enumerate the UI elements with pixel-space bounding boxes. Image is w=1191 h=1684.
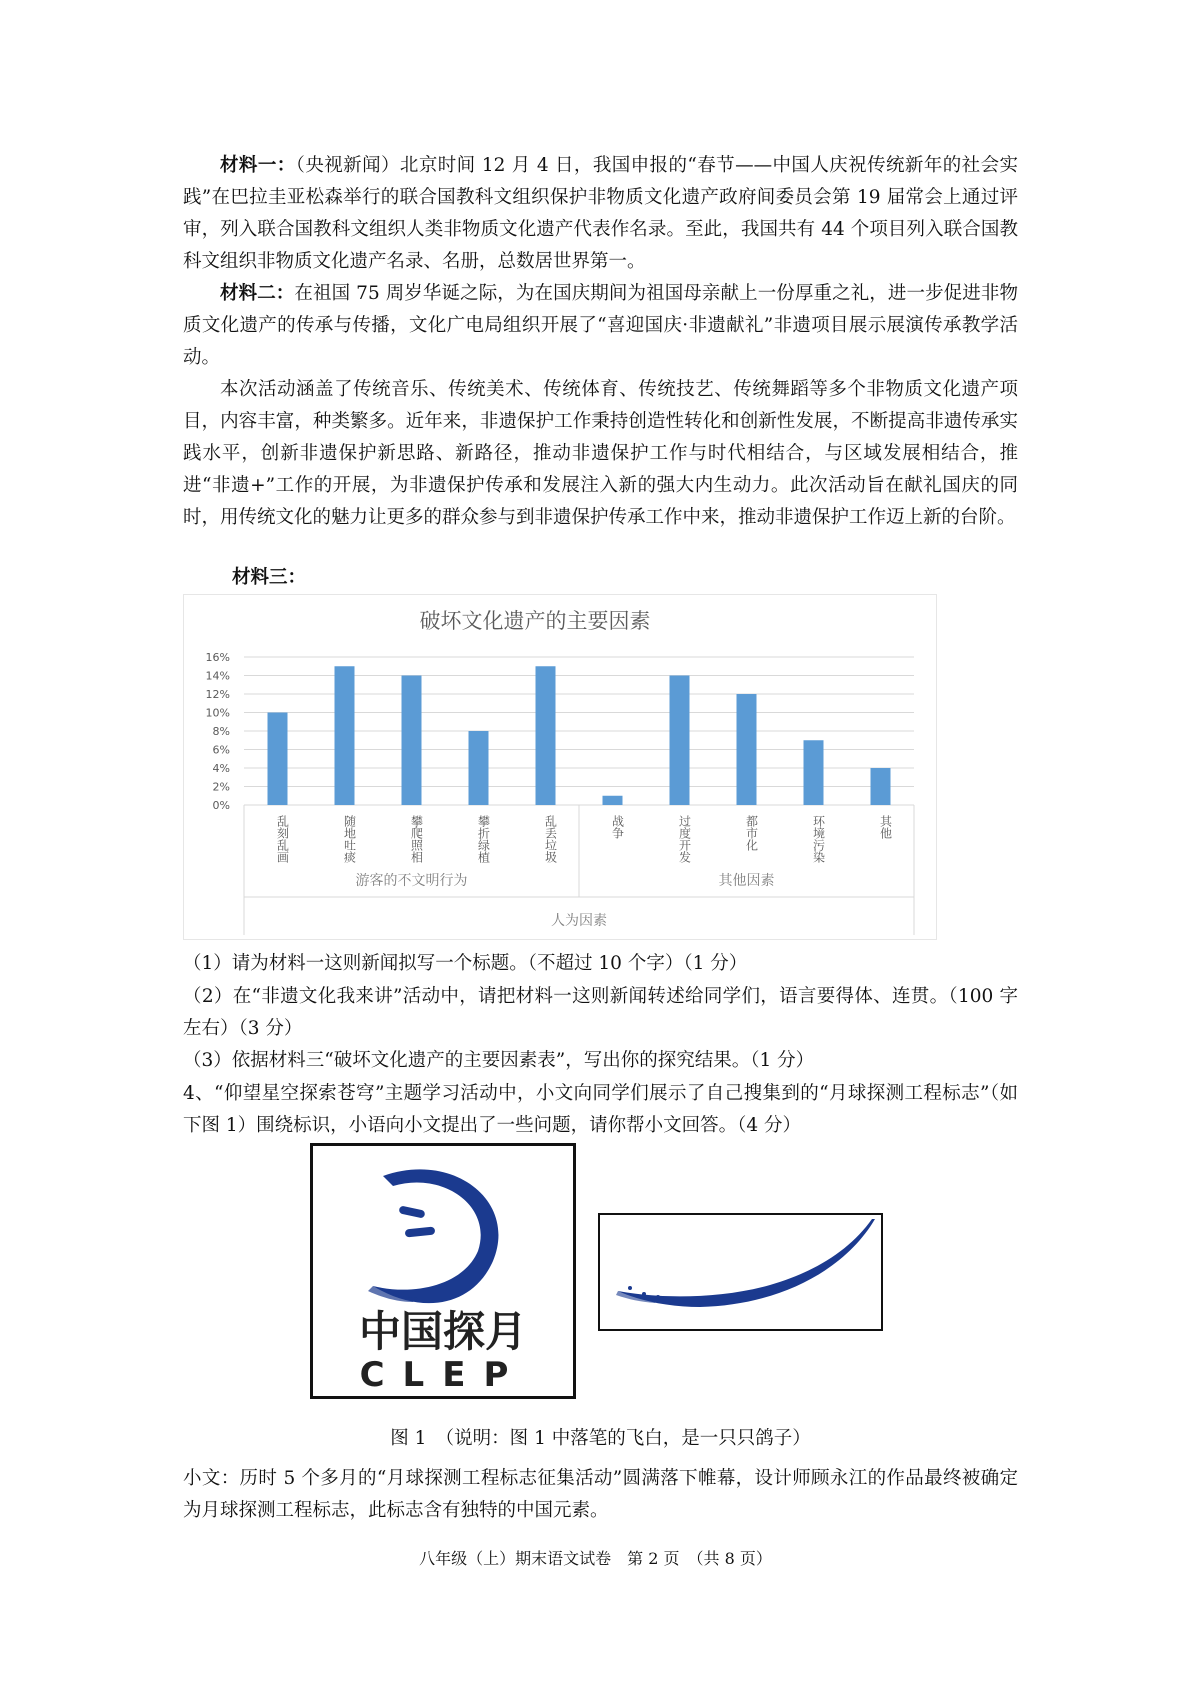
category-label: 都市化 — [744, 815, 759, 851]
y-tick-label: 8% — [212, 725, 230, 738]
material-two-label: 材料二： — [220, 283, 295, 304]
bar-8 — [737, 694, 757, 805]
category-label: 乱刻乱画 — [275, 815, 290, 863]
bar-2 — [335, 666, 355, 805]
category-label: 随地吐痰 — [342, 815, 357, 863]
question-1: （1）请为材料一这则新闻拟写一个标题。（不超过 10 个字）（1 分） — [183, 953, 748, 974]
bar-4 — [469, 731, 489, 805]
crescent-stroke-icon — [373, 1169, 498, 1303]
y-tick-label: 12% — [205, 688, 230, 701]
y-tick-label: 6% — [212, 743, 230, 757]
bar-chart — [183, 594, 937, 940]
inner-stroke-icon — [405, 1226, 436, 1237]
group-label: 游客的不文明行为 — [355, 873, 468, 889]
chart-title: 破坏文化遗产的主要因素 — [419, 609, 651, 633]
y-tick-label: 4% — [212, 762, 230, 775]
dove-icon — [642, 1292, 646, 1296]
material-one-text: （央视新闻）北京时间 12 月 4 日，我国申报的“春节——中国人庆祝传统新年的社会实践”在巴拉圭亚松森举行的联合国教科文组织保护非物质文化遗产政府间委员会第 19 届常会上通过评审，列入联合国教科文组织人类非物质文化遗产代表作名录。至此，我国共有 44 个项目列入联合国教科文组织非物质文化遗产名录、名册，总数居世界第一。 — [183, 155, 1018, 272]
category-label: 环境污染 — [811, 815, 826, 863]
material-three-label-text: 材料三： — [232, 567, 307, 588]
y-tick-label: 16% — [205, 651, 230, 664]
group-label: 其他因素 — [718, 873, 775, 889]
material-two-paragraph-2: 本次活动涵盖了传统音乐、传统美术、传统体育、传统技艺、传统舞蹈等多个非物质文化遗产项目，内容丰富，种类繁多。近年来，非遗保护工作秉持创造性转化和创新性发展，不断提高非遗传承实践水平，创新非遗保护新思路、新路径，推动非遗保护工作与时代相结合，与区域发展相结合，推进“非遗+”工作的开展，为非遗保护传承和发展注入新的强大内生动力。此次活动旨在献礼国庆的同时，用传统文化的魅力让更多的群众参与到非遗保护传承工作中来，推动非遗保护工作迈上新的台阶。 — [183, 379, 1018, 528]
bar-5 — [536, 666, 556, 805]
material-two-paragraph — [183, 278, 1018, 374]
xiaowen-paragraph: 小文：历时 5 个多月的“月球探测工程标志征集活动”圆满落下帷幕，设计师顾永江的作品最终被确定为月球探测工程标志，此标志含有独特的中国元素。 — [183, 1468, 1018, 1521]
dove-icon — [670, 1299, 674, 1303]
bar-6 — [603, 796, 623, 805]
brush-detail-graphic — [600, 1215, 881, 1329]
y-tick-label: 0% — [212, 799, 230, 812]
brush-stroke-icon — [618, 1219, 875, 1307]
bar-1 — [268, 713, 288, 806]
category-label: 攀爬照相 — [409, 815, 424, 863]
category-label: 乱丢垃圾 — [543, 815, 558, 863]
logo-english-text: CLEP — [359, 1355, 527, 1395]
bar-3 — [402, 676, 422, 806]
dove-icon — [628, 1286, 632, 1290]
y-tick-label: 14% — [205, 669, 230, 683]
brush-detail-image — [598, 1213, 883, 1331]
category-label: 其他 — [878, 815, 893, 839]
category-label: 过度开发 — [677, 815, 692, 863]
page-footer: 八年级（上）期末语文试卷 第 2 页 （共 8 页） — [419, 1549, 772, 1568]
question-4: 4、“仰望星空探索苍穹”主题学习活动中，小文向同学们展示了自己搜集到的“月球探测工程标志”（如下图 1）围绕标识，小语向小文提出了一些问题，请你帮小文回答。（4 分） — [183, 1083, 1018, 1136]
material-one-paragraph — [183, 150, 1018, 278]
dove-icon — [656, 1295, 660, 1299]
inner-stroke-icon — [398, 1205, 425, 1218]
question-3: （3）依据材料三“破坏文化遗产的主要因素表”，写出你的探究结果。（1 分） — [183, 1050, 815, 1071]
y-tick-label: 10% — [205, 706, 230, 720]
bar-chart-svg — [184, 595, 936, 939]
logo-chinese-text: 中国探月 — [358, 1307, 528, 1356]
category-label: 攀折绿植 — [476, 815, 491, 863]
category-label: 战争 — [610, 815, 625, 839]
y-tick-label: 2% — [212, 780, 230, 794]
clep-logo — [310, 1143, 576, 1399]
bar-9 — [804, 740, 824, 805]
outer-group-label: 人为因素 — [551, 913, 607, 929]
bar-10 — [871, 768, 891, 805]
clep-logo-graphic — [313, 1146, 573, 1396]
material-two-text: 在祖国 75 周岁华诞之际，为在国庆期间为祖国母亲献上一份厚重之礼，进一步促进非物质文化遗产的传承与传播，文化广电局组织开展了“喜迎国庆·非遗献礼”非遗项目展示展演传承教学活动。 — [183, 283, 1018, 368]
material-three-label — [232, 562, 1067, 594]
figure-caption: 图 1 （说明：图 1 中落笔的飞白，是一只只鸽子） — [390, 1428, 811, 1449]
question-2: （2）在“非遗文化我来讲”活动中，请把材料一这则新闻转述给同学们，语言要得体、连贯。（100 字左右）（3 分） — [183, 986, 1018, 1039]
bar-7 — [670, 676, 690, 806]
material-one-label: 材料一： — [220, 155, 296, 176]
